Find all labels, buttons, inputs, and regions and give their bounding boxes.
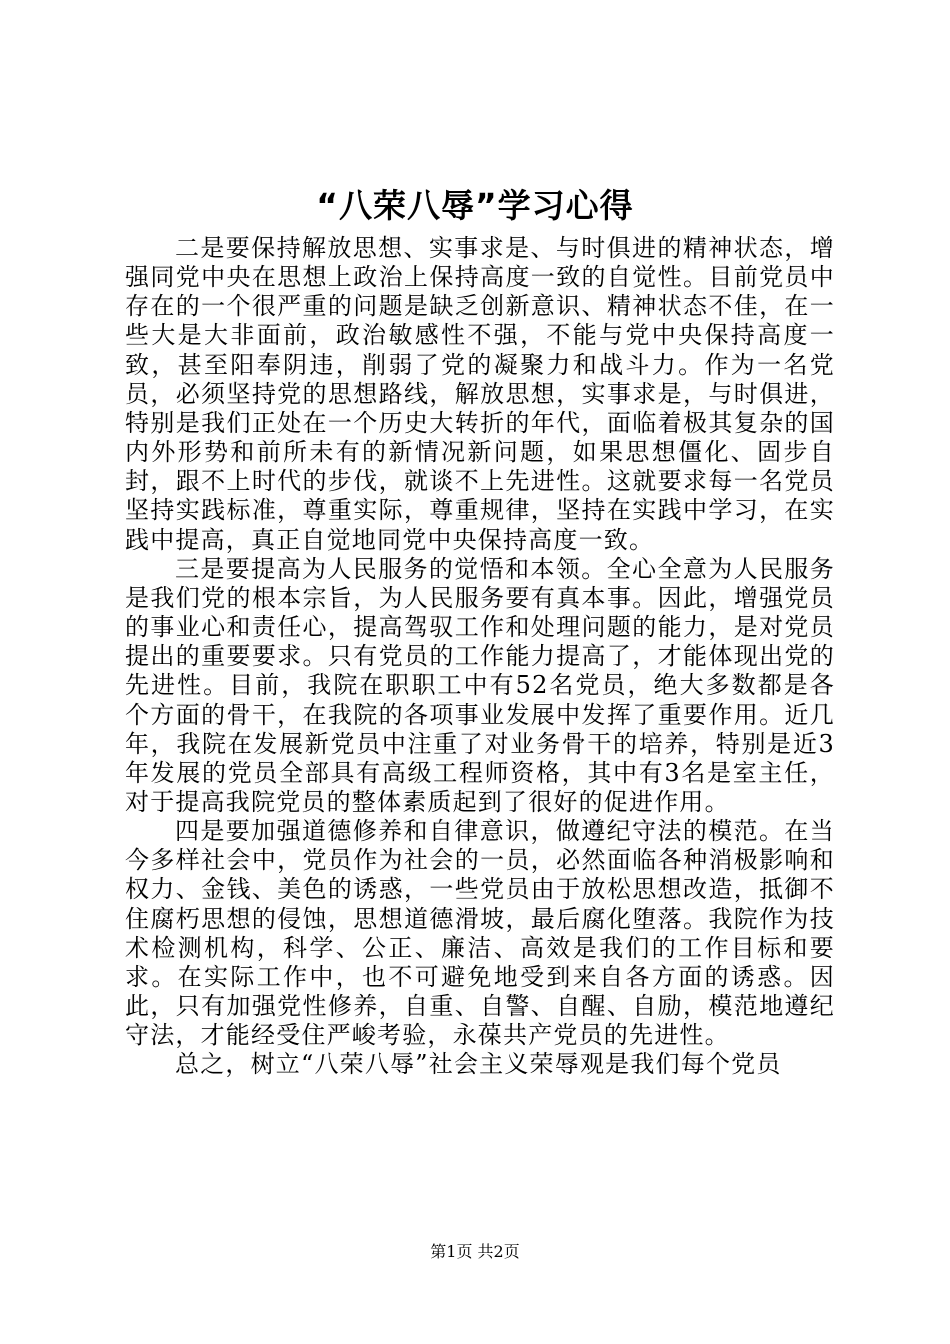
paragraph-second-point: 二是要保持解放思想、实事求是、与时俱进的精神状态，增强同党中央在思想上政治上保持高度一致的自觉性。目前党员中存在的一个很严重的问题是缺乏创新意识、精神状态不佳，在一些大是大非面前，政治敏感性不强，不能与党中央保持高度一致，甚至阳奉阴违，削弱了党的凝聚力和战斗力。作为一名党员，必须坚持党的思想路线，解放思想，实事求是，与时俱进，特别是我们正处在一个历史大转折的年代，面临着极其复杂的国内外形势和前所未有的新情况新问题，如果思想僵化、固步自封，跟不上时代的步伐，就谈不上先进性。这就要求每一名党员坚持实践标准，尊重实际，尊重规律，坚持在实践中学习，在实践中提高，真正自觉地同党中央保持高度一致。 xyxy=(125,234,835,554)
paragraph-third-point: 三是要提高为人民服务的觉悟和本领。全心全意为人民服务是我们党的根本宗旨，为人民服务要有真本事。因此，增强党员的事业心和责任心，提高驾驭工作和处理问题的能力，是对党员提出的重要要求。只有党员的工作能力提高了，才能体现出党的先进性。目前，我院在职职工中有52名党员，绝大多数都是各个方面的骨干，在我院的各项事业发展中发挥了重要作用。近几年，我院在发展新党员中注重了对业务骨干的培养，特别是近3年发展的党员全部具有高级工程师资格，其中有3名是室主任，对于提高我院党员的整体素质起到了很好的促进作用。 xyxy=(125,554,835,816)
paragraph-conclusion: 总之，树立“八荣八辱”社会主义荣辱观是我们每个党员 xyxy=(175,1050,782,1079)
document-title: “八荣八辱”学习心得 xyxy=(316,186,634,225)
document-body xyxy=(125,234,835,1080)
paragraph-fourth-point: 四是要加强道德修养和自律意识，做遵纪守法的模范。在当今多样社会中，党员作为社会的一员，必然面临各种消极影响和权力、金钱、美色的诱惑，一些党员由于放松思想改造，抵御不住腐朽思想的侵蚀，思想道德滑坡，最后腐化堕落。我院作为技术检测机构，科学、公正、廉洁、高效是我们的工作目标和要求。在实际工作中，也不可避免地受到来自各方面的诱惑。因此，只有加强党性修养，自重、自警、自醒、自励，模范地遵纪守法，才能经受住严峻考验，永葆共产党员的先进性。 xyxy=(125,817,835,1050)
page-number-footer: 第1页 共2页 xyxy=(430,1242,520,1261)
